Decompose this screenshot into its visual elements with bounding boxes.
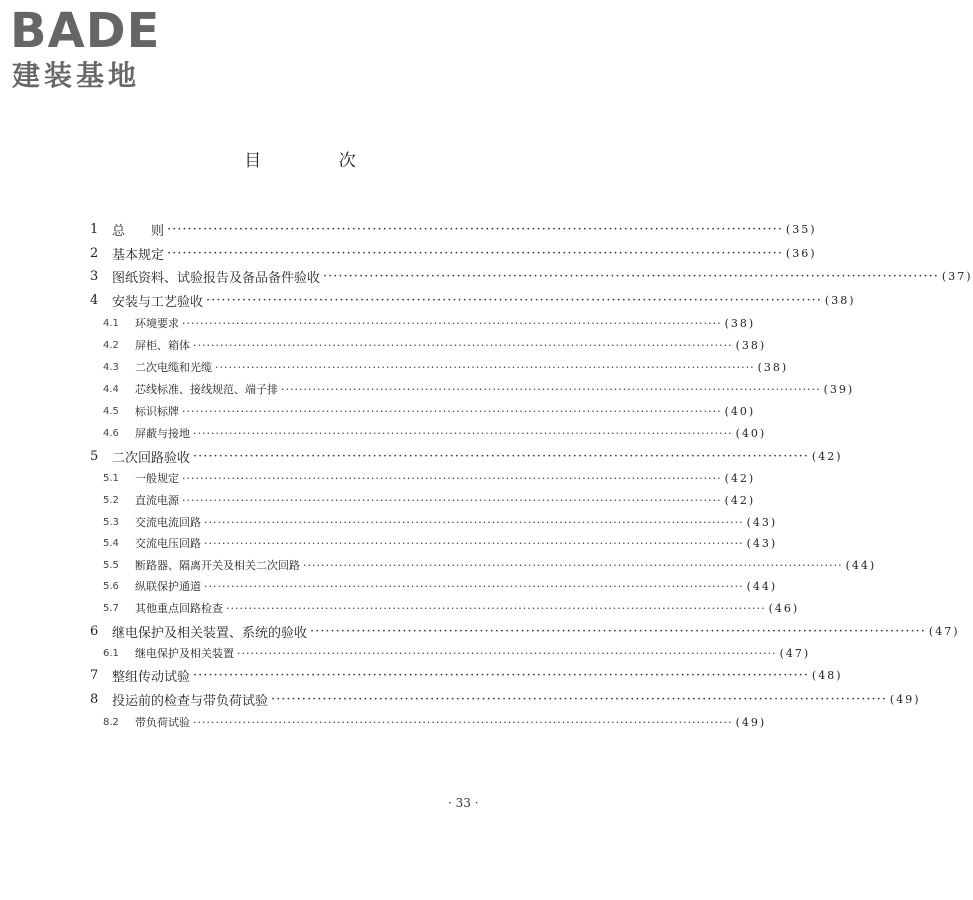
toc-entry [103,576,778,596]
toc-entry-number: 5.2 [103,494,119,506]
toc-leader-dots: ························································································································ [193,448,809,464]
logo-wordmark: BADE [10,3,161,59]
toc-entry-page: (49) [735,715,767,729]
toc-entry-page: (38) [757,360,789,374]
toc-entry-number: 5 [90,448,99,464]
toc-entry [90,243,817,263]
toc-entry-number: 8 [90,691,99,707]
toc-entry-number: 5.1 [103,472,119,484]
toc-entry [90,621,960,641]
toc-leader-dots: ························································································································ [206,292,822,308]
toc-entry [103,512,778,532]
toc-leader-dots: ························································································································ [193,667,809,683]
toc-entry [103,598,800,618]
toc-entry-page: (44) [746,579,778,593]
toc-entry-label: 断路器、隔离开关及相关二次回路 [135,559,300,572]
toc-entry-number: 4.1 [103,317,119,329]
toc-entry [103,712,767,732]
toc-entry-page: (48) [811,668,843,682]
toc-entry [90,290,856,310]
toc-entry [103,335,767,355]
toc-entry [103,313,756,333]
toc-entry-page: (37) [941,269,973,283]
toc-entry [103,379,855,399]
toc-entry-label: 继电保护及相关装置、系统的验收 [112,625,308,641]
toc-entry [90,689,921,709]
toc-leader-dots: ························································································································ [204,515,744,529]
toc-entry-label: 交流电流回路 [135,516,201,529]
toc-entry-label: 屏柜、箱体 [135,339,190,352]
toc-leader-dots: ························································································································ [204,579,744,593]
toc-entry-label: 图纸资料、试验报告及备品备件验收 [112,270,321,286]
toc-entry [103,555,877,575]
toc-entry-page: (35) [785,222,817,236]
toc-leader-dots: ························································································································ [310,623,926,639]
toc-leader-dots: ························································································································ [226,601,766,615]
toc-entry-label: 总 则 [112,223,165,239]
toc-entry-page: (40) [724,404,756,418]
toc-leader-dots: ························································································································ [204,536,744,550]
toc-entry [103,357,789,377]
toc-leader-dots: ························································································································ [215,360,755,374]
toc-entry-label: 标识标牌 [135,405,179,418]
toc-entry-label: 交流电压回路 [135,537,201,550]
toc-entry [90,266,973,286]
toc-entry [103,643,811,663]
toc-leader-dots: ························································································································ [182,404,722,418]
toc-entry-label: 二次电缆和光缆 [135,361,212,374]
toc-entry-label: 安装与工艺验收 [112,294,204,310]
toc-leader-dots: ························································································································ [237,646,777,660]
toc-entry-page: (43) [746,536,778,550]
toc-leader-dots: ························································································································ [193,426,733,440]
toc-entry-number: 2 [90,245,99,261]
toc-entry-page: (42) [724,471,756,485]
toc-entry-label: 整组传动试验 [112,669,191,685]
toc-entry-label: 其他重点回路检查 [135,602,223,615]
toc-leader-dots: ························································································································ [281,382,821,396]
toc-entry [103,401,756,421]
toc-entry [103,423,767,443]
toc-entry-number: 5.7 [103,602,119,614]
toc-entry-page: (36) [785,246,817,260]
toc-entry-page: (42) [811,449,843,463]
toc-entry-page: (39) [823,382,855,396]
toc-leader-dots: ························································································································ [167,221,783,237]
toc-entry-page: (47) [928,624,960,638]
toc-entry-page: (46) [768,601,800,615]
toc-entry-number: 4.4 [103,383,119,395]
toc-entry-page: (49) [889,692,921,706]
toc-entry-page: (42) [724,493,756,507]
toc-entry [103,490,756,510]
toc-entry-label: 纵联保护通道 [135,580,201,593]
toc-entry-label: 芯线标准、接线规范、端子排 [135,383,278,396]
toc-entry-number: 4 [90,292,99,308]
toc-entry [90,665,843,685]
toc-entry-number: 4.3 [103,361,119,373]
toc-leader-dots: ························································································································ [193,338,733,352]
toc-entry-number: 5.6 [103,580,119,592]
toc-entry-number: 1 [90,221,99,237]
toc-entry-page: (40) [735,426,767,440]
toc-entry [90,219,817,239]
toc-entry-label: 直流电源 [135,494,179,507]
toc-entry-page: (43) [746,515,778,529]
toc-entry-number: 7 [90,667,99,683]
toc-leader-dots: ························································································································ [193,715,733,729]
toc-entry-page: (38) [724,316,756,330]
toc-entry-number: 4.5 [103,405,119,417]
toc-leader-dots: ························································································································ [182,316,722,330]
toc-entry-page: (38) [735,338,767,352]
toc-leader-dots: ························································································································ [303,558,843,572]
toc-entry-label: 屏蔽与接地 [135,427,190,440]
toc-entry-number: 3 [90,268,99,284]
toc-entry [103,533,778,553]
toc-entry-number: 4.2 [103,339,119,351]
toc-entry-number: 6.1 [103,647,119,659]
toc-entry-number: 4.6 [103,427,119,439]
toc-entry-label: 一般规定 [135,472,179,485]
toc-entry-label: 基本规定 [112,247,165,263]
page-title: 目 次 [244,151,392,171]
toc-entry-page: (38) [824,293,856,307]
toc-leader-dots: ························································································································ [182,493,722,507]
toc-entry-page: (47) [779,646,811,660]
toc-entry-number: 5.5 [103,559,119,571]
page-number: · 33 · [448,796,479,810]
toc-entry-number: 5.4 [103,537,119,549]
toc-leader-dots: ························································································································ [167,245,783,261]
toc-entry-label: 继电保护及相关装置 [135,647,234,660]
toc-entry-label: 投运前的检查与带负荷试验 [112,693,269,709]
toc-entry-label: 带负荷试验 [135,716,190,729]
toc-entry [90,446,843,466]
toc-entry-label: 环境要求 [135,317,179,330]
toc-entry-page: (44) [845,558,877,572]
toc-entry-number: 5.3 [103,516,119,528]
toc-leader-dots: ························································································································ [271,691,887,707]
logo-chinese-text: 建装基地 [12,59,141,92]
toc-entry-number: 6 [90,623,99,639]
toc-entry-label: 二次回路验收 [112,450,191,466]
toc-leader-dots: ························································································································ [182,471,722,485]
toc-entry-number: 8.2 [103,716,119,728]
toc-entry [103,468,756,488]
toc-leader-dots: ························································································································ [323,268,939,284]
